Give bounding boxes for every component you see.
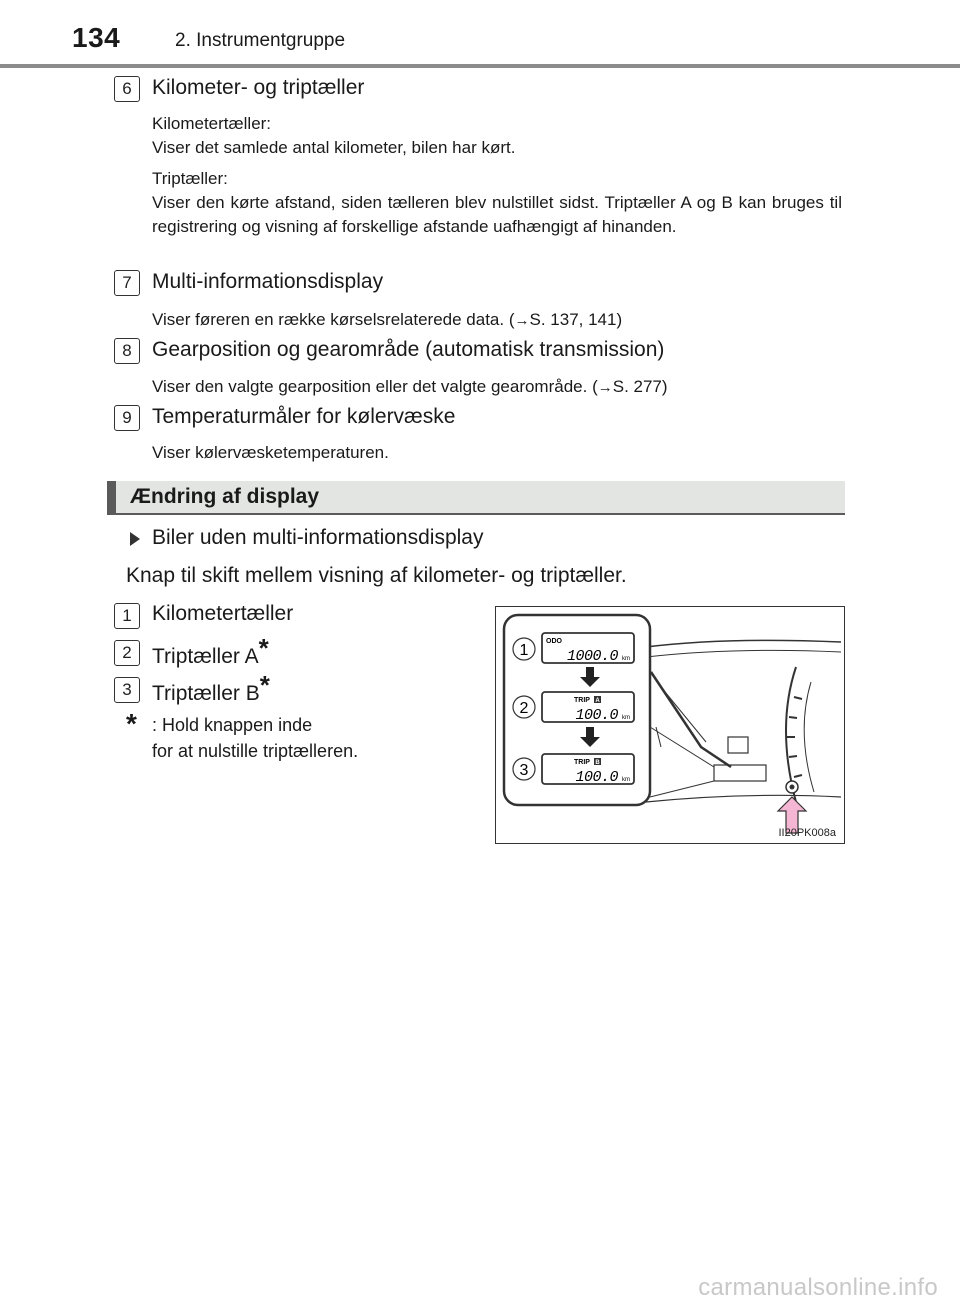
- coolant-temp-description: Viser kølervæsketemperaturen.: [152, 443, 389, 462]
- item-number-7: 7: [114, 270, 140, 296]
- triangle-bullet-icon: [130, 532, 140, 546]
- cluster-drawing: [496, 607, 845, 844]
- list-item-odometer: [152, 602, 293, 626]
- section-title: Ændring af display: [130, 485, 320, 508]
- list-label: Triptæller B: [152, 682, 260, 705]
- footnote-line-2: for at nulstille triptælleren.: [152, 741, 359, 761]
- footnote-text: [152, 712, 358, 764]
- gear-position-text: Viser den valgte gearposition eller det valgte gearområde. (: [152, 377, 598, 396]
- trip-label: Triptæller:: [152, 169, 228, 188]
- item-number-8: 8: [114, 338, 140, 364]
- list-number-3: 3: [114, 677, 140, 703]
- page-number: 134: [72, 22, 121, 53]
- trip-b-badge: B: [595, 760, 600, 766]
- item-number-9: 9: [114, 405, 140, 431]
- item-title-coolant-temp: Temperaturmåler for kølervæske: [152, 405, 456, 428]
- asterisk-footnote-mark: *: [259, 670, 270, 700]
- item-title-odometer-trip: Kilometer- og triptæller: [152, 76, 365, 99]
- item-title-multi-info: Multi-informationsdisplay: [152, 270, 384, 293]
- footnote-asterisk: *: [126, 708, 137, 739]
- odo-label: ODO: [546, 638, 562, 645]
- trip-a-label: TRIP: [574, 697, 590, 704]
- section-header-bar: [107, 481, 845, 515]
- gear-position-description: [152, 375, 842, 400]
- trip-a-badge: A: [595, 698, 600, 704]
- odo-value: 1000.0: [566, 648, 618, 665]
- list-number-1: 1: [114, 603, 140, 629]
- unit-label: km: [622, 715, 630, 721]
- list-label: Kilometertæller: [152, 602, 294, 625]
- unit-label: km: [622, 777, 630, 783]
- trip-a-value: 100.0: [575, 707, 618, 724]
- callout-1: 1: [519, 642, 529, 659]
- right-arrow-icon: →: [514, 312, 530, 329]
- list-item-trip-b: [152, 670, 270, 707]
- subheading-vehicles-without-mid: Biler uden multi-informationsdisplay: [152, 526, 484, 549]
- watermark[interactable]: carmanualsonline.info: [698, 1274, 938, 1301]
- page-reference-link[interactable]: S. 137, 141): [529, 310, 623, 329]
- list-item-trip-a: [152, 633, 269, 670]
- intro-text: Knap til skift mellem visning af kilometer- og triptæller.: [126, 564, 627, 587]
- item-title-gear-position: Gearposition og gearområde (automatisk transmission): [152, 338, 665, 361]
- odometer-label: Kilometertæller:: [152, 114, 272, 133]
- right-arrow-icon: →: [597, 379, 613, 396]
- trip-b-label: TRIP: [574, 759, 590, 766]
- chapter-title: 2. Instrumentgruppe: [175, 30, 346, 51]
- trip-b-value: 100.0: [575, 769, 618, 786]
- multi-info-text: Viser føreren en række kørselsrelaterede data. (: [152, 310, 515, 329]
- list-number-2: 2: [114, 640, 140, 666]
- header-rule: [0, 64, 960, 68]
- unit-label: km: [622, 656, 630, 662]
- odometer-description: Viser det samlede antal kilometer, bilen har kørt.: [152, 138, 516, 157]
- list-label: Triptæller A: [152, 645, 259, 668]
- asterisk-footnote-mark: *: [258, 633, 269, 663]
- trip-description: Viser den kørte afstand, siden tælleren blev nulstillet sidst. Triptæller A og B kan bruges til registrering og visning af forskellige afstande uafhængigt af hinanden.: [152, 193, 842, 236]
- footnote-line-1: : Hold knappen inde: [152, 715, 313, 735]
- multi-info-description: [152, 308, 842, 333]
- page-reference-link[interactable]: S. 277): [612, 377, 668, 396]
- callout-2: 2: [519, 700, 529, 717]
- callout-3: 3: [519, 762, 529, 779]
- figure-id: II20PK008a: [778, 827, 836, 839]
- item-number-6: 6: [114, 76, 140, 102]
- instrument-cluster-illustration: [495, 606, 845, 844]
